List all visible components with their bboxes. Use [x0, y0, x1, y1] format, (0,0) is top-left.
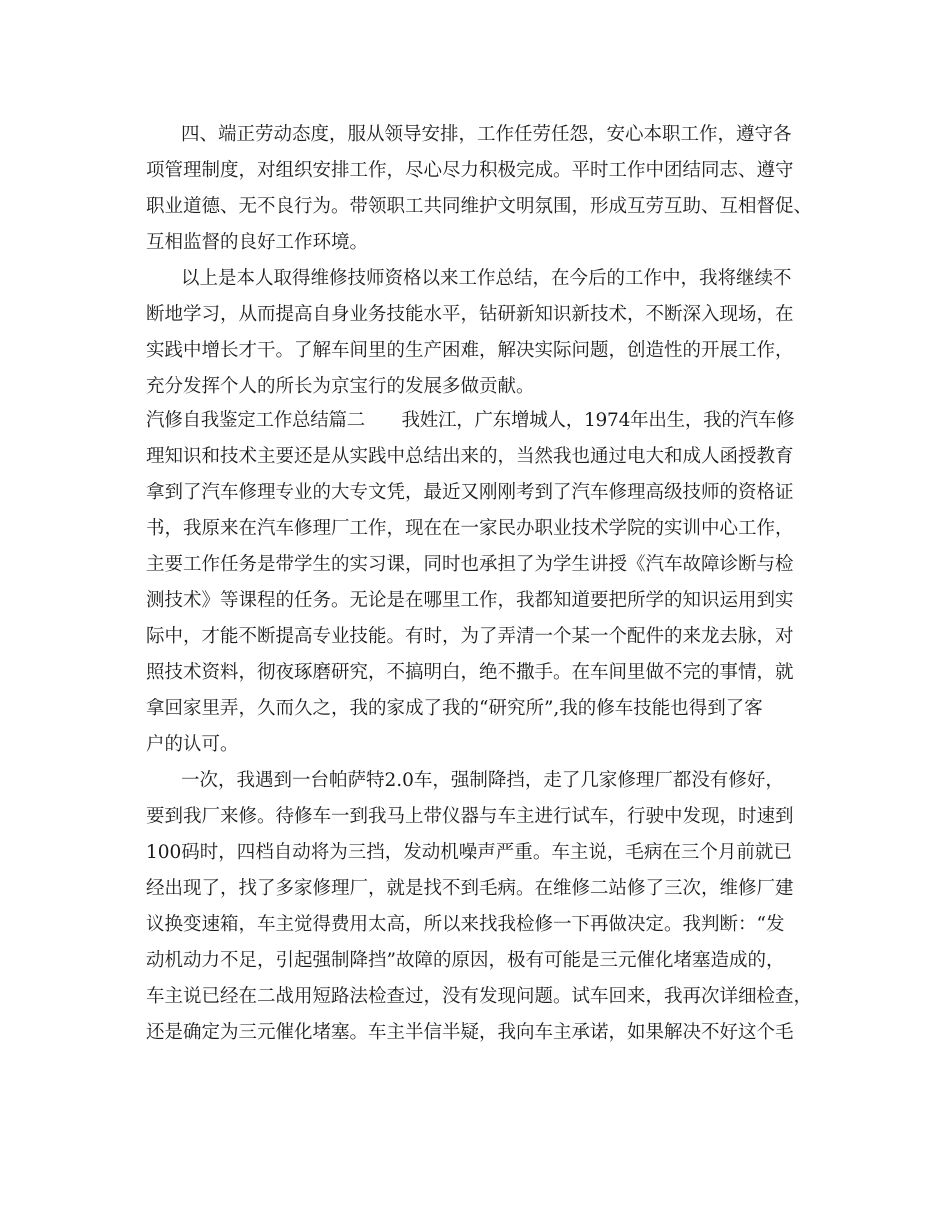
- text-line: 项管理制度，对组织安排工作，尽心尽力积极完成。平时工作中团结同志、遵守: [146, 160, 794, 181]
- text-line: 拿到了汽车修理专业的大专文凭，最近又刚刚考到了汽车修理高级技师的资格证: [146, 482, 794, 503]
- text-line: 断地学习，从而提高自身业务技能水平，钻研新知识新技术，不断深入现场，在: [146, 304, 794, 325]
- text-line: 照技术资料，彻夜琢磨研究，不搞明白，绝不撒手。在车间里做不完的事情，就: [146, 662, 794, 683]
- text-line: 100码时，四档自动将为三挡，发动机噪声严重。车主说，毛病在三个月前就已: [146, 842, 792, 863]
- text-line: 以上是本人取得维修技师资格以来工作总结，在今后的工作中，我将继续不: [181, 268, 792, 289]
- text-line: 拿回家里弄，久而久之，我的家成了我的“研究所”,我的修车技能也得到了客: [146, 698, 763, 719]
- text-line: 议换变速箱，车主觉得费用太高，所以来找我检修一下再做决定。我判断：“发: [146, 914, 785, 935]
- text-line: 实践中增长才干。了解车间里的生产困难，解决实际问题，创造性的开展工作，: [146, 340, 794, 361]
- text-line: 职业道德、无不良行为。带领职工共同维护文明氛围，形成互劳互助、互相督促、: [146, 196, 813, 217]
- text-line: 经出现了，找了多家修理厂，就是找不到毛病。在维修二站修了三次，维修厂建: [146, 878, 794, 899]
- section-heading-line: 汽修自我鉴定工作总结篇二 我姓江，广东增城人，1974年出生，我的汽车修: [146, 410, 795, 431]
- text-line: 测技术》等课程的任务。无论是在哪里工作，我都知道要把所学的知识运用到实: [146, 590, 794, 611]
- text-line: 充分发挥个人的所长为京宝行的发展多做贡献。: [146, 376, 535, 397]
- text-line: 还是确定为三元催化堵塞。车主半信半疑，我向车主承诺，如果解决不好这个毛: [146, 1022, 794, 1043]
- text-line: 车主说已经在二战用短路法检查过，没有发现问题。试车回来，我再次详细检查，: [146, 986, 813, 1007]
- text-line: 四、端正劳动态度，服从领导安排，工作任劳任怨，安心本职工作，遵守各: [181, 124, 792, 145]
- text-line: 际中，才能不断提高专业技能。有时，为了弄清一个某一个配件的来龙去脉，对: [146, 626, 794, 647]
- text-line: 户的认可。: [146, 734, 239, 755]
- text-line: 动机动力不足，引起强制降挡”故障的原因，极有可能是三元催化堵塞造成的，: [146, 950, 785, 971]
- text-line: 书，我原来在汽车修理厂工作，现在在一家民办职业技术学院的实训中心工作，: [146, 518, 794, 539]
- text-line: 互相监督的良好工作环境。: [146, 232, 369, 253]
- text-line: 理知识和技术主要还是从实践中总结出来的，当然我也通过电大和成人函授教育: [146, 446, 794, 467]
- text-line: 一次，我遇到一台帕萨特2.0车，强制降挡，走了几家修理厂都没有修好，: [181, 770, 784, 791]
- text-line: 要到我厂来修。待修车一到我马上带仪器与车主进行试车，行驶中发现，时速到: [146, 806, 794, 827]
- text-line: 主要工作任务是带学生的实习课，同时也承担了为学生讲授《汽车故障诊断与检: [146, 554, 794, 575]
